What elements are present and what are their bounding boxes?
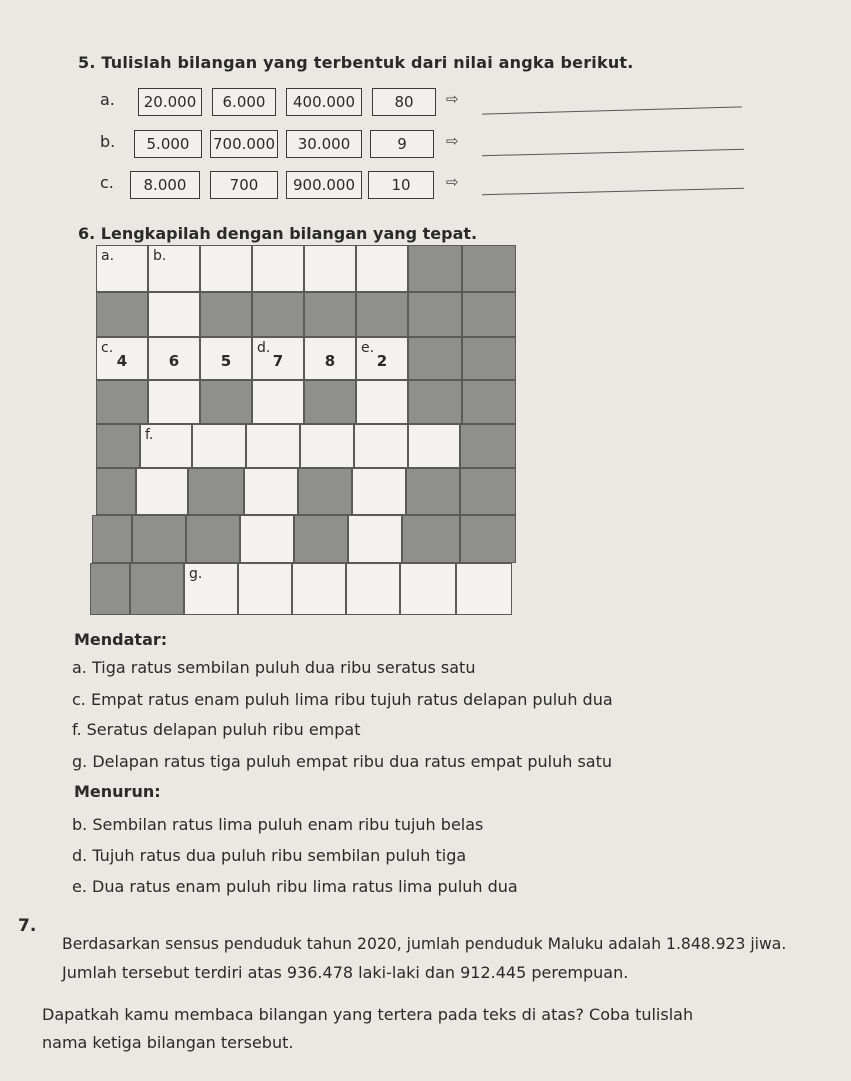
grid-cell-blocked bbox=[200, 292, 252, 337]
q5-row-letter: b. bbox=[100, 132, 116, 151]
grid-cell[interactable] bbox=[346, 563, 400, 615]
grid-cell-blocked bbox=[304, 380, 356, 424]
grid-cell-blocked bbox=[304, 292, 356, 337]
place-value-box: 8.000 bbox=[130, 171, 200, 199]
grid-cell[interactable] bbox=[238, 563, 292, 615]
grid-cell-blocked bbox=[132, 515, 186, 563]
q7-question-line: nama ketiga bilangan tersebut. bbox=[42, 1033, 294, 1052]
grid-cell[interactable] bbox=[148, 292, 200, 337]
answer-line-b[interactable] bbox=[482, 149, 744, 156]
place-value-box: 5.000 bbox=[134, 130, 202, 158]
grid-cell-blocked bbox=[462, 380, 516, 424]
grid-cell[interactable] bbox=[352, 468, 406, 515]
place-value-box: 10 bbox=[368, 171, 434, 199]
clue-label-g: g. bbox=[189, 566, 203, 582]
clue-across-g: g. Delapan ratus tiga puluh empat ribu dua ratus empat puluh satu bbox=[72, 752, 612, 771]
grid-cell-blocked bbox=[90, 563, 130, 615]
grid-digit: 4 bbox=[116, 352, 128, 370]
answer-line-a[interactable] bbox=[482, 106, 742, 114]
grid-cell[interactable] bbox=[300, 424, 354, 468]
q7-paragraph-line: Berdasarkan sensus penduduk tahun 2020, jumlah penduduk Maluku adalah 1.848.923 jiwa. bbox=[62, 935, 787, 953]
mendatar-heading: Mendatar: bbox=[74, 630, 168, 649]
grid-cell-blocked bbox=[252, 292, 304, 337]
grid-cell[interactable] bbox=[354, 424, 408, 468]
grid-cell-blocked bbox=[356, 292, 408, 337]
clue-across-a: a. Tiga ratus sembilan puluh dua ribu seratus satu bbox=[72, 658, 476, 677]
grid-cell[interactable] bbox=[356, 337, 408, 380]
clue-down-e: e. Dua ratus enam puluh ribu lima ratus lima puluh dua bbox=[72, 877, 518, 896]
grid-cell-blocked bbox=[294, 515, 348, 563]
grid-cell-blocked bbox=[462, 292, 516, 337]
grid-cell[interactable] bbox=[246, 424, 300, 468]
grid-cell[interactable] bbox=[252, 337, 304, 380]
clue-label-b: b. bbox=[153, 248, 167, 264]
arrow-right-icon: ⇨ bbox=[446, 132, 459, 150]
grid-digit: 6 bbox=[168, 352, 180, 370]
q7-paragraph-line: Jumlah tersebut terdiri atas 936.478 laki-laki dan 912.445 perempuan. bbox=[62, 963, 629, 982]
grid-cell-blocked bbox=[96, 380, 148, 424]
place-value-box: 700 bbox=[210, 171, 278, 199]
q5-row-letter: c. bbox=[100, 173, 114, 192]
grid-cell-blocked bbox=[96, 292, 148, 337]
grid-cell[interactable] bbox=[148, 337, 200, 380]
place-value-box: 400.000 bbox=[286, 88, 362, 116]
grid-cell[interactable] bbox=[292, 563, 346, 615]
grid-digit: 7 bbox=[272, 352, 284, 370]
grid-cell[interactable] bbox=[184, 563, 238, 615]
grid-cell[interactable] bbox=[200, 337, 252, 380]
grid-digit: 5 bbox=[220, 352, 232, 370]
grid-cell-blocked bbox=[408, 337, 462, 380]
grid-cell[interactable] bbox=[252, 245, 304, 292]
arrow-right-icon: ⇨ bbox=[446, 173, 459, 191]
grid-cell-blocked bbox=[462, 245, 516, 292]
place-value-box: 700.000 bbox=[210, 130, 278, 158]
grid-cell[interactable] bbox=[304, 337, 356, 380]
grid-cell[interactable] bbox=[356, 380, 408, 424]
grid-cell[interactable] bbox=[348, 515, 402, 563]
clue-label-f: f. bbox=[145, 427, 154, 443]
grid-cell-blocked bbox=[408, 245, 462, 292]
menurun-heading: Menurun: bbox=[74, 782, 161, 801]
grid-digit: 8 bbox=[324, 352, 336, 370]
clue-across-c: c. Empat ratus enam puluh lima ribu tujuh ratus delapan puluh dua bbox=[72, 690, 613, 709]
question-7-number: 7. bbox=[18, 916, 37, 936]
clue-label-c: c. bbox=[101, 340, 114, 356]
grid-cell-blocked bbox=[408, 380, 462, 424]
q7-question-line: Dapatkah kamu membaca bilangan yang tertera pada teks di atas? Coba tulislah bbox=[42, 1005, 694, 1024]
grid-cell[interactable] bbox=[304, 245, 356, 292]
place-value-box: 80 bbox=[372, 88, 436, 116]
grid-cell[interactable] bbox=[192, 424, 246, 468]
grid-cell-blocked bbox=[298, 468, 352, 515]
place-value-box: 9 bbox=[370, 130, 434, 158]
question-6-title: 6. Lengkapilah dengan bilangan yang tepat. bbox=[78, 224, 478, 243]
grid-cell[interactable] bbox=[244, 468, 298, 515]
grid-cell-blocked bbox=[188, 468, 244, 515]
grid-cell-blocked bbox=[402, 515, 460, 563]
place-value-box: 900.000 bbox=[286, 171, 362, 199]
grid-cell-blocked bbox=[92, 515, 132, 563]
clue-across-f: f. Seratus delapan puluh ribu empat bbox=[72, 720, 361, 739]
grid-cell-blocked bbox=[408, 292, 462, 337]
q5-row-letter: a. bbox=[100, 90, 115, 109]
grid-cell-blocked bbox=[96, 424, 140, 468]
grid-cell[interactable] bbox=[148, 380, 200, 424]
grid-cell-blocked bbox=[460, 468, 516, 515]
grid-cell-blocked bbox=[96, 468, 136, 515]
place-value-box: 20.000 bbox=[138, 88, 202, 116]
grid-cell[interactable] bbox=[408, 424, 460, 468]
clue-down-d: d. Tujuh ratus dua puluh ribu sembilan puluh tiga bbox=[72, 846, 467, 865]
place-value-box: 30.000 bbox=[286, 130, 362, 158]
clue-label-a: a. bbox=[101, 248, 115, 264]
answer-line-c[interactable] bbox=[482, 188, 744, 195]
grid-cell[interactable] bbox=[96, 245, 148, 292]
grid-cell[interactable] bbox=[400, 563, 456, 615]
grid-cell[interactable] bbox=[240, 515, 294, 563]
arrow-right-icon: ⇨ bbox=[446, 90, 459, 108]
grid-cell-blocked bbox=[186, 515, 240, 563]
place-value-box: 6.000 bbox=[212, 88, 276, 116]
number-crossword-grid bbox=[96, 245, 516, 615]
grid-cell-blocked bbox=[406, 468, 460, 515]
clue-down-b: b. Sembilan ratus lima puluh enam ribu tujuh belas bbox=[72, 815, 484, 834]
question-5-title: 5. Tulislah bilangan yang terbentuk dari nilai angka berikut. bbox=[78, 53, 634, 72]
grid-cell[interactable] bbox=[148, 245, 200, 292]
grid-cell[interactable] bbox=[140, 424, 192, 468]
grid-digit: 2 bbox=[376, 352, 388, 370]
grid-cell-blocked bbox=[200, 380, 252, 424]
grid-cell[interactable] bbox=[456, 563, 512, 615]
grid-cell[interactable] bbox=[96, 337, 148, 380]
grid-cell[interactable] bbox=[356, 245, 408, 292]
grid-cell[interactable] bbox=[252, 380, 304, 424]
grid-cell[interactable] bbox=[200, 245, 252, 292]
clue-label-d: d. bbox=[257, 340, 271, 356]
grid-cell-blocked bbox=[130, 563, 184, 615]
grid-cell-blocked bbox=[462, 337, 516, 380]
clue-label-e: e. bbox=[361, 340, 375, 356]
grid-cell-blocked bbox=[460, 515, 516, 563]
grid-cell-blocked bbox=[460, 424, 516, 468]
grid-cell[interactable] bbox=[136, 468, 188, 515]
